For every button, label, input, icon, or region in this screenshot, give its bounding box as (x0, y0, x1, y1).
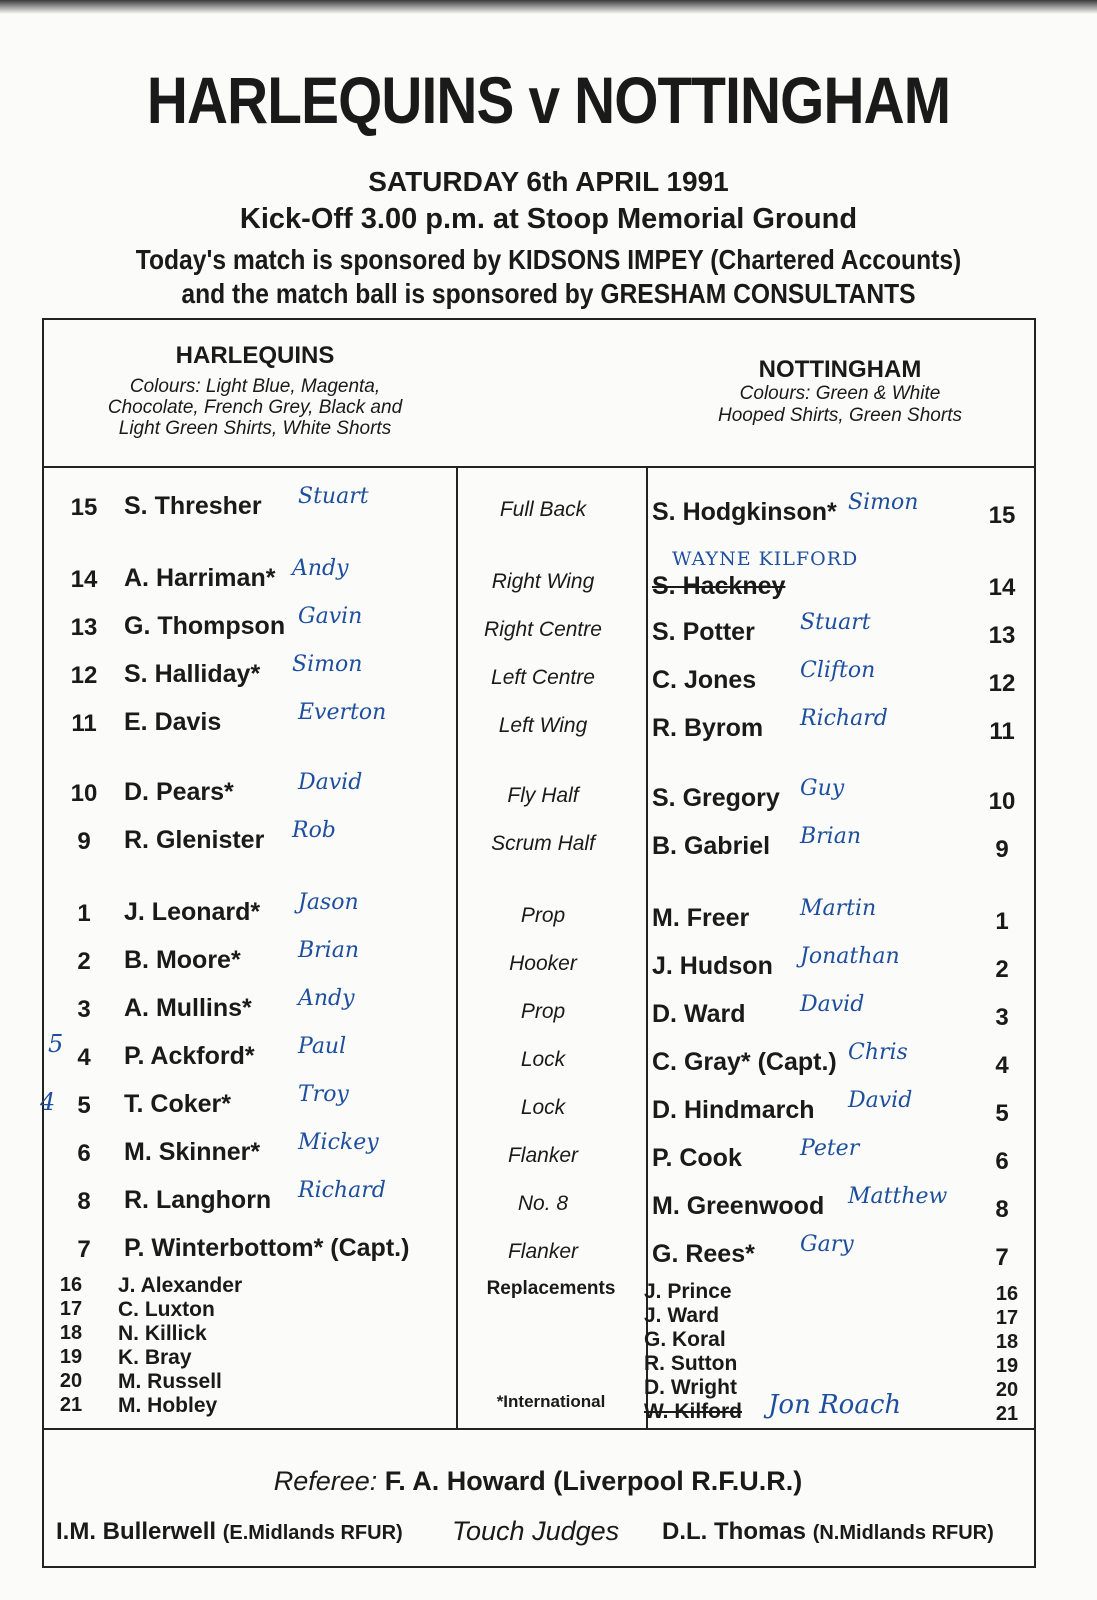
sponsor-line-2: and the match ball is sponsored by GRESHAM CONSULTANTS (181, 278, 916, 309)
away-player-name: P. Cook (652, 1144, 742, 1172)
away-player-firstname-note: Jonathan (800, 944, 900, 969)
sponsor-line-1: Today's match is sponsored by KIDSONS IMPEY (Chartered Accounts) (135, 244, 962, 275)
home-replacement-number: 18 (59, 1322, 83, 1344)
home-player-firstname-note: Andy (292, 556, 349, 581)
away-shirt-number: 15 (988, 502, 1016, 529)
away-player-name: R. Byrom (652, 714, 764, 742)
home-replacement-number: 17 (59, 1298, 83, 1320)
away-player-firstname-note: Clifton (800, 658, 876, 683)
away-shirt-number: 8 (995, 1196, 1009, 1223)
referee-label: Referee: (273, 1466, 378, 1496)
away-replacement-name: G. Koral (644, 1328, 726, 1351)
home-replacement-name: K. Bray (118, 1346, 192, 1369)
away-player-firstname-note: WAYNE KILFORD (672, 548, 859, 570)
coker-number-correction: 4 (40, 1088, 56, 1116)
home-player-firstname-note: Mickey (298, 1130, 379, 1155)
away-player-name: J. Hudson (652, 952, 773, 980)
home-shirt-number: 14 (70, 566, 98, 593)
away-player-firstname-note: Guy (800, 776, 845, 801)
home-player-firstname-note: Stuart (298, 484, 369, 509)
away-colours-2: Hooped Shirts, Green Shorts (718, 405, 962, 426)
home-replacement-name: M. Russell (118, 1370, 222, 1393)
home-player-name: A. Harriman* (124, 564, 276, 592)
ackford-number-correction: 5 (48, 1030, 64, 1058)
away-shirt-number: 13 (988, 622, 1016, 649)
away-shirt-number: 12 (988, 670, 1016, 697)
position-label: Prop (520, 904, 566, 927)
home-shirt-number: 10 (70, 780, 98, 807)
home-replacement-name: N. Killick (118, 1322, 207, 1345)
home-shirt-number: 13 (70, 614, 98, 641)
away-shirt-number: 1 (995, 908, 1009, 935)
away-player-name: S. Hackney (652, 572, 786, 600)
away-replacement-name: R. Sutton (644, 1352, 738, 1375)
home-shirt-number: 8 (77, 1188, 91, 1215)
touch-judge-left-union: (E.Midlands RFUR) (222, 1522, 403, 1544)
away-replacement-number: 17 (995, 1307, 1019, 1329)
away-replacement-name: J. Prince (644, 1280, 732, 1303)
home-player-firstname-note: Rob (292, 818, 336, 843)
away-player-name: C. Jones (652, 666, 757, 694)
home-shirt-number: 6 (77, 1140, 91, 1167)
home-team-name: HARLEQUINS (175, 342, 335, 369)
page-title: HARLEQUINS v NOTTINGHAM (146, 63, 951, 137)
referee-name: F. A. Howard (Liverpool R.F.U.R.) (384, 1466, 803, 1496)
home-player-name: E. Davis (124, 708, 222, 736)
away-shirt-number: 14 (988, 574, 1016, 601)
home-player-firstname-note: Gavin (298, 604, 363, 629)
position-label: Right Wing (491, 570, 595, 593)
home-colours-1: Colours: Light Blue, Magenta, (129, 376, 381, 397)
match-date: SATURDAY 6th APRIL 1991 (368, 166, 729, 197)
away-shirt-number: 3 (995, 1004, 1009, 1031)
away-player-firstname-note: Brian (800, 824, 862, 849)
home-replacement-name: J. Alexander (118, 1274, 243, 1297)
home-player-firstname-note: Paul (298, 1034, 347, 1059)
home-player-name: D. Pears* (124, 778, 234, 806)
touch-judge-left-name: I.M. Bullerwell (56, 1518, 217, 1545)
referee-line (42, 1466, 1034, 1497)
position-label: Fly Half (507, 784, 579, 807)
home-player-name: A. Mullins* (124, 994, 252, 1022)
home-player-name: P. Winterbottom* (Capt.) (124, 1234, 410, 1262)
away-colours-1: Colours: Green & White (739, 383, 941, 404)
position-label: Left Wing (498, 714, 588, 737)
position-label: Right Centre (484, 618, 602, 641)
away-player-firstname-note: Stuart (800, 610, 871, 635)
home-player-firstname-note: Simon (292, 652, 363, 677)
home-player-firstname-note: Everton (298, 700, 387, 725)
home-shirt-number: 4 (77, 1044, 91, 1071)
away-replacement-number: 21 (995, 1403, 1019, 1425)
away-replacement-number: 20 (995, 1379, 1019, 1401)
home-replacement-number: 20 (59, 1370, 83, 1392)
kickoff-info: Kick-Off 3.00 p.m. at Stoop Memorial Ground (239, 203, 858, 235)
divider-footer (42, 1428, 1034, 1430)
position-label: No. 8 (517, 1192, 569, 1215)
away-shirt-number: 11 (989, 718, 1015, 745)
home-player-firstname-note: Troy (298, 1082, 349, 1107)
away-shirt-number: 2 (995, 956, 1009, 983)
away-player-name: S. Hodgkinson* (652, 498, 837, 526)
away-player-firstname-note: Simon (848, 490, 919, 515)
away-player-firstname-note: David (848, 1088, 913, 1113)
away-player-name: G. Rees* (652, 1240, 755, 1268)
home-player-name: R. Langhorn (124, 1186, 272, 1214)
home-player-firstname-note: Brian (298, 938, 360, 963)
home-player-name: B. Moore* (124, 946, 241, 974)
touch-judge-right-name: D.L. Thomas (662, 1518, 807, 1545)
international-legend: *International (496, 1392, 606, 1411)
home-player-name: S. Halliday* (124, 660, 261, 688)
away-shirt-number: 5 (995, 1100, 1009, 1127)
away-shirt-number: 6 (995, 1148, 1009, 1175)
away-rep-21-note: Jon Roach (768, 1390, 902, 1420)
home-shirt-number: 3 (77, 996, 91, 1023)
away-replacement-name: J. Ward (644, 1304, 720, 1327)
divider-colours (42, 466, 1034, 468)
touch-judge-left (56, 1518, 403, 1546)
home-player-firstname-note: Andy (298, 986, 355, 1011)
home-shirt-number: 7 (77, 1236, 91, 1263)
home-shirt-number: 12 (70, 662, 98, 689)
home-player-name: T. Coker* (124, 1090, 231, 1118)
home-player-name: M. Skinner* (124, 1138, 261, 1166)
position-label: Flanker (507, 1240, 579, 1263)
home-replacement-name: M. Hobley (118, 1394, 218, 1417)
away-replacement-name: W. Kilford (644, 1400, 742, 1423)
away-player-firstname-note: Peter (800, 1136, 860, 1161)
away-team-name: NOTTINGHAM (758, 356, 922, 383)
home-shirt-number: 5 (77, 1092, 91, 1119)
position-label: Lock (520, 1096, 566, 1119)
touch-judge-right-union: (N.Midlands RFUR) (812, 1522, 994, 1544)
replacements-label: Replacements (486, 1278, 616, 1299)
home-shirt-number: 1 (77, 900, 91, 927)
position-label: Hooker (509, 952, 577, 975)
away-player-firstname-note: David (800, 992, 865, 1017)
home-player-name: S. Thresher (124, 492, 262, 520)
home-player-name: R. Glenister (124, 826, 265, 854)
home-player-name: J. Leonard* (124, 898, 261, 926)
away-player-name: S. Gregory (652, 784, 780, 812)
home-shirt-number: 15 (70, 494, 98, 521)
away-player-firstname-note: Matthew (848, 1184, 948, 1209)
away-replacement-number: 18 (995, 1331, 1019, 1353)
away-player-name: S. Potter (652, 618, 755, 646)
home-colours-2: Chocolate, French Grey, Black and (107, 397, 403, 418)
away-player-name: C. Gray* (Capt.) (652, 1048, 837, 1076)
away-player-firstname-note: Gary (800, 1232, 854, 1257)
away-player-name: M. Freer (652, 904, 750, 932)
away-player-name: D. Ward (652, 1000, 746, 1028)
home-replacement-name: C. Luxton (118, 1298, 215, 1321)
away-shirt-number: 9 (995, 836, 1009, 863)
away-replacement-number: 19 (995, 1355, 1019, 1377)
home-shirt-number: 9 (77, 828, 91, 855)
home-shirt-number: 11 (71, 710, 97, 737)
home-colours-3: Light Green Shirts, White Shorts (118, 418, 392, 439)
home-player-firstname-note: Richard (298, 1178, 386, 1203)
home-player-name: P. Ackford* (124, 1042, 255, 1070)
position-label: Lock (520, 1048, 566, 1071)
away-player-firstname-note: Richard (800, 706, 888, 731)
home-shirt-number: 2 (77, 948, 91, 975)
away-player-name: D. Hindmarch (652, 1096, 815, 1124)
position-label: Flanker (507, 1144, 579, 1167)
away-shirt-number: 4 (995, 1052, 1009, 1079)
home-player-firstname-note: David (298, 770, 363, 795)
away-player-name: B. Gabriel (652, 832, 771, 860)
home-player-firstname-note: Jason (298, 890, 359, 915)
away-player-name: M. Greenwood (652, 1192, 825, 1220)
touch-judges-label: Touch Judges (452, 1516, 620, 1546)
away-player-firstname-note: Martin (800, 896, 877, 921)
away-shirt-number: 7 (995, 1244, 1009, 1271)
home-player-name: G. Thompson (124, 612, 286, 640)
away-player-firstname-note: Chris (848, 1040, 908, 1065)
away-replacement-number: 16 (995, 1283, 1019, 1305)
position-label: Prop (520, 1000, 566, 1023)
touch-judge-right (662, 1518, 994, 1546)
away-replacement-name: D. Wright (644, 1376, 737, 1399)
torn-top-edge (0, 0, 1097, 14)
home-replacement-number: 16 (59, 1274, 83, 1296)
position-label: Full Back (499, 498, 587, 521)
home-replacement-number: 19 (59, 1346, 83, 1368)
position-label: Scrum Half (491, 832, 595, 855)
home-replacement-number: 21 (59, 1394, 83, 1416)
position-label: Left Centre (491, 666, 595, 689)
away-shirt-number: 10 (988, 788, 1016, 815)
